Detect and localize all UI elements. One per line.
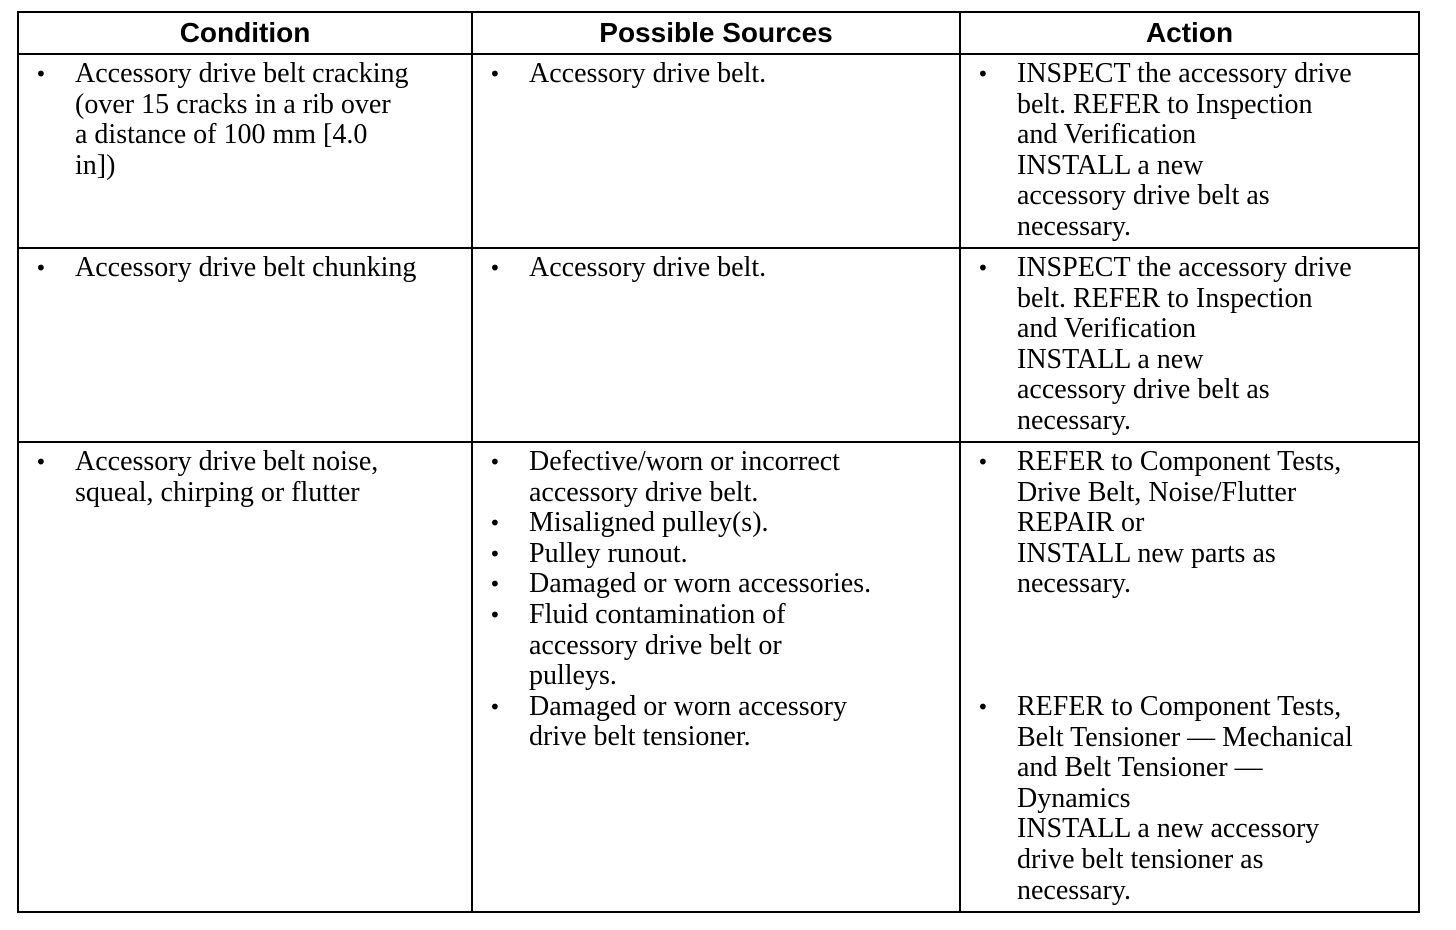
actions-list — [961, 55, 1418, 243]
bullet-icon: • — [489, 602, 501, 627]
condition-list — [19, 443, 471, 508]
condition-cell — [18, 248, 472, 442]
source-text: Pulley runout. — [529, 537, 688, 569]
source-text: Damaged or worn accessories. — [529, 568, 872, 600]
header-action: Action — [960, 12, 1419, 54]
bullet-icon: • — [977, 256, 989, 280]
actions-list — [961, 443, 1418, 906]
condition-text: Accessory drive belt chunking — [75, 252, 417, 283]
action-cell — [960, 442, 1419, 912]
source-text: Defective/worn or incorrect accessory drive belt. — [529, 446, 840, 508]
list-item — [961, 692, 1408, 906]
bullet-icon: • — [489, 511, 501, 536]
sources-list — [473, 55, 959, 90]
list-item — [473, 692, 949, 753]
list-item — [19, 447, 461, 508]
action-text: REFER to Component Tests, Drive Belt, Noise/Flutter REPAIR or INSTALL new parts as necessary. — [1017, 446, 1342, 600]
condition-cell — [18, 54, 472, 248]
condition-text: Accessory drive belt noise, squeal, chirping or flutter — [75, 446, 379, 508]
condition-list — [19, 249, 471, 284]
sources-list — [473, 443, 959, 753]
list-item — [473, 600, 949, 692]
header-condition: Condition — [18, 12, 472, 54]
bullet-icon: • — [489, 572, 501, 597]
bullet-icon: • — [489, 450, 501, 474]
bullet-icon: • — [35, 450, 47, 474]
action-text: INSPECT the accessory drive belt. REFER to Inspection and Verification INSTALL a new accessory drive belt as necessary. — [1017, 58, 1352, 242]
list-item — [473, 59, 949, 90]
action-text: INSPECT the accessory drive belt. REFER to Inspection and Verification INSTALL a new accessory drive belt as necessary. — [1017, 252, 1352, 436]
header-row — [18, 12, 1419, 54]
list-item — [961, 253, 1408, 437]
actions-list — [961, 249, 1418, 437]
bullet-icon: • — [35, 256, 47, 280]
bullet-icon: • — [489, 256, 501, 280]
bullet-icon: • — [977, 62, 989, 86]
action-cell — [960, 54, 1419, 248]
source-text: Accessory drive belt. — [529, 58, 767, 89]
list-item — [473, 447, 949, 508]
table-row — [18, 54, 1419, 248]
list-item — [473, 508, 949, 539]
source-text: Fluid contamination of accessory drive belt or pulleys. — [529, 598, 786, 692]
list-item — [19, 253, 461, 284]
action-text: REFER to Component Tests, Belt Tensioner — Mechanical and Belt Tensioner — Dynamics INSTALL a new accessory drive belt tensioner as necessary. — [1017, 690, 1353, 906]
bullet-icon: • — [977, 694, 989, 719]
sources-cell — [472, 442, 960, 912]
condition-list — [19, 55, 471, 181]
diagnosis-table — [17, 11, 1420, 913]
table-row — [18, 248, 1419, 442]
sources-list — [473, 249, 959, 284]
header-possible-sources: Possible Sources — [472, 12, 960, 54]
condition-text: Accessory drive belt cracking (over 15 cracks in a rib over a distance of 100 mm [4.0 in]) — [75, 58, 409, 181]
bullet-icon: • — [489, 541, 501, 566]
sources-cell — [472, 54, 960, 248]
bullet-icon: • — [489, 62, 501, 86]
source-text: Accessory drive belt. — [529, 252, 767, 283]
source-text: Misaligned pulley(s). — [529, 507, 769, 539]
list-item — [473, 569, 949, 600]
bullet-icon: • — [489, 694, 501, 719]
table-row — [18, 442, 1419, 912]
list-item — [961, 59, 1408, 243]
list-item — [961, 447, 1408, 600]
bullet-icon: • — [977, 450, 989, 474]
source-text: Damaged or worn accessory drive belt tensioner. — [529, 690, 847, 753]
bullet-icon: • — [35, 62, 47, 86]
list-item — [19, 59, 461, 181]
sources-cell — [472, 248, 960, 442]
action-cell — [960, 248, 1419, 442]
list-item — [473, 253, 949, 284]
condition-cell — [18, 442, 472, 912]
list-item — [473, 539, 949, 570]
